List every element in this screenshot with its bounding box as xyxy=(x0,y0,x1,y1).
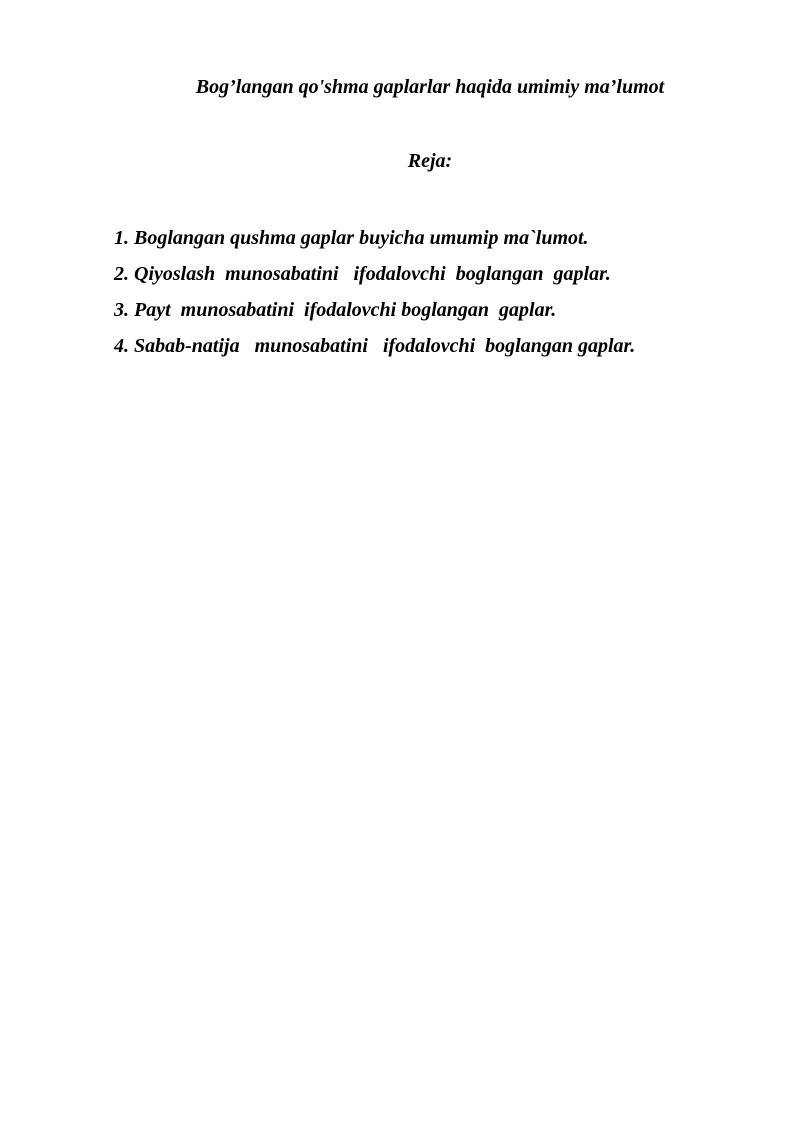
plan-item: 1. Boglangan qushma gaplar buyicha umumip ma`lumot. xyxy=(114,227,589,249)
plan-item: 2. Qiyoslash munosabatini ifodalovchi boglangan gaplar. xyxy=(114,263,611,285)
plan-item: 3. Payt munosabatini ifodalovchi boglangan gaplar. xyxy=(114,299,557,321)
plan-list xyxy=(114,226,635,370)
document-title: Bog’langan qo'shma gaplarlar haqida umimiy ma’lumot xyxy=(195,76,665,98)
plan-heading: Reja: xyxy=(407,150,453,172)
plan-item: 4. Sabab-natija munosabatini ifodalovchi boglangan gaplar. xyxy=(114,335,636,357)
